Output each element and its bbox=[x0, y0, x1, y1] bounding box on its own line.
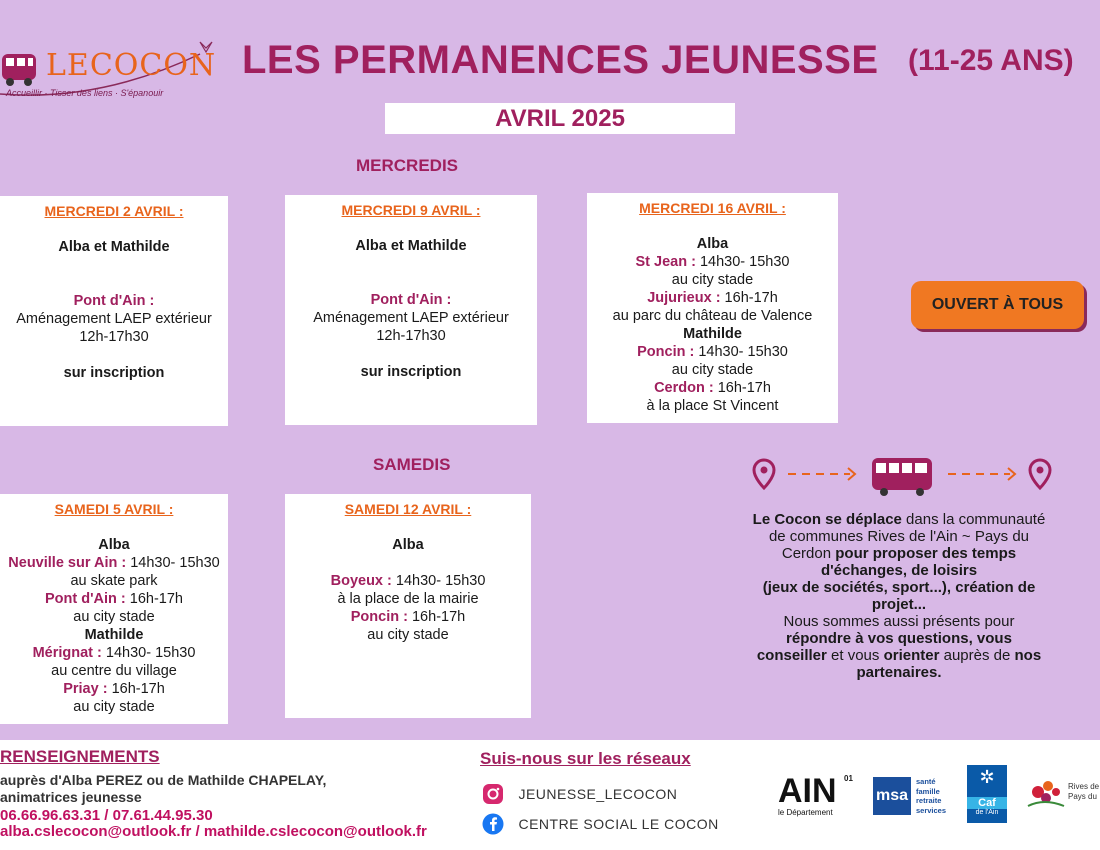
facebook-icon bbox=[482, 813, 504, 835]
logo-name: LECOCON bbox=[46, 48, 217, 83]
card-time: 16h-17h bbox=[107, 681, 165, 697]
desc-text: et vous bbox=[826, 647, 884, 664]
card-location: au city stade bbox=[367, 627, 449, 643]
card-location: au city stade bbox=[671, 362, 754, 378]
card-time: 12h-17h30 bbox=[376, 328, 446, 344]
card-sat-12 bbox=[285, 494, 531, 718]
map-pin-icon bbox=[754, 460, 774, 488]
partner-ain-logo bbox=[778, 774, 862, 820]
card-location: à la place de la mairie bbox=[337, 591, 479, 607]
card-date: MERCREDI 9 AVRIL : bbox=[341, 202, 481, 218]
card-staff: Alba bbox=[392, 537, 424, 553]
card-time: 16h-17h bbox=[407, 609, 466, 625]
card-staff: Alba et Mathilde bbox=[355, 238, 467, 254]
card-place: Cerdon : bbox=[654, 380, 714, 396]
msa-text: msa bbox=[873, 777, 911, 815]
card-place: Priay : bbox=[63, 681, 108, 697]
card-wed-9 bbox=[285, 195, 537, 425]
card-time: 16h-17h bbox=[720, 290, 778, 306]
partner-rives-logo bbox=[1024, 776, 1100, 816]
partner-caf-logo bbox=[967, 765, 1007, 823]
map-pin-icon bbox=[1030, 460, 1050, 488]
info-line2: animatrices jeunesse bbox=[0, 789, 142, 805]
card-place: Mérignat : bbox=[32, 645, 102, 661]
msa-line: retraite bbox=[916, 796, 942, 805]
msa-line: santé bbox=[916, 777, 936, 786]
instagram-link[interactable] bbox=[482, 783, 677, 805]
age-range: (11-25 ANS) bbox=[908, 44, 1074, 77]
facebook-page: CENTRE SOCIAL LE COCON bbox=[518, 816, 719, 832]
card-place: Boyeux : bbox=[330, 573, 392, 589]
card-staff: Mathilde bbox=[683, 326, 742, 342]
card-staff: Alba et Mathilde bbox=[58, 239, 170, 255]
desc-strong: (jeux de sociétés, sport...), création de projet... bbox=[762, 579, 1036, 613]
rives-text bbox=[1068, 782, 1099, 802]
card-time: 14h30- 15h30 bbox=[126, 555, 220, 571]
card-place: Poncin : bbox=[350, 609, 408, 625]
facebook-link[interactable] bbox=[482, 813, 719, 835]
desc-strong: Le Cocon se déplace bbox=[752, 511, 902, 528]
card-time: 12h-17h30 bbox=[79, 329, 149, 345]
card-date: SAMEDI 12 AVRIL : bbox=[344, 501, 472, 517]
card-date: MERCREDI 16 AVRIL : bbox=[639, 200, 786, 216]
month-banner: AVRIL 2025 bbox=[385, 103, 735, 134]
card-location: au city stade bbox=[73, 609, 155, 625]
section-wednesdays: MERCREDIS bbox=[356, 156, 459, 175]
email-addresses[interactable]: alba.cslecocon@outlook.fr / mathilde.cslecocon@outlook.fr bbox=[0, 823, 427, 840]
bus-icon bbox=[872, 458, 932, 496]
caf-text: Caf bbox=[967, 797, 1007, 809]
card-time: 14h30- 15h30 bbox=[694, 344, 788, 360]
desc-strong: répondre à vos questions, vous conseiller bbox=[756, 630, 1012, 664]
desc-text: Nous sommes aussi présents pour bbox=[783, 613, 1015, 630]
rives-flower-icon bbox=[1024, 776, 1068, 812]
logo-tagline: Accueillir · Tisser des liens · S'épanouir bbox=[6, 88, 164, 98]
card-time: 14h30- 15h30 bbox=[695, 254, 790, 270]
card-detail: Aménagement LAEP extérieur bbox=[313, 310, 509, 326]
info-line1: auprès d'Alba PEREZ ou de Mathilde CHAPELAY, bbox=[0, 772, 327, 788]
desc-strong: pour proposer des temps d'échanges, de loisirs bbox=[820, 545, 1017, 579]
card-location: au skate park bbox=[70, 573, 158, 589]
caf-subtitle: de l'Ain bbox=[975, 809, 999, 816]
card-location: à la place St Vincent bbox=[646, 398, 779, 414]
phone-numbers[interactable]: 06.66.96.63.31 / 07.61.44.95.30 bbox=[0, 807, 213, 824]
partner-msa-logo bbox=[873, 777, 959, 817]
route-illustration bbox=[750, 452, 1060, 500]
card-place: Pont d'Ain : bbox=[370, 292, 452, 308]
card-time: 16h-17h bbox=[125, 591, 183, 607]
footer bbox=[0, 740, 1100, 850]
card-sat-5 bbox=[0, 494, 228, 724]
desc-text: auprès de bbox=[939, 647, 1015, 664]
msa-tagline bbox=[916, 777, 946, 815]
open-to-all-badge: OUVERT À TOUS bbox=[911, 281, 1084, 329]
card-location: au parc du château de Valence bbox=[612, 308, 813, 324]
card-time: 16h-17h bbox=[713, 380, 771, 396]
card-date: SAMEDI 5 AVRIL : bbox=[54, 501, 174, 517]
card-wed-2 bbox=[0, 196, 228, 426]
card-time: 14h30- 15h30 bbox=[391, 573, 486, 589]
card-wed-16 bbox=[587, 193, 838, 423]
card-detail: Aménagement LAEP extérieur bbox=[16, 311, 212, 327]
card-date: MERCREDI 2 AVRIL : bbox=[44, 203, 184, 219]
rives-line: Pays du bbox=[1068, 792, 1097, 801]
page-title: LES PERMANENCES JEUNESSE bbox=[242, 38, 879, 82]
section-saturdays: SAMEDIS bbox=[373, 455, 451, 474]
desc-strong: orienter bbox=[883, 647, 940, 664]
card-place: Pont d'Ain : bbox=[44, 591, 126, 607]
instagram-handle: JEUNESSE_LECOCON bbox=[518, 786, 678, 802]
card-location: au city stade bbox=[671, 272, 754, 288]
caf-emblem-icon: ✲ bbox=[979, 767, 995, 787]
card-time: 14h30- 15h30 bbox=[101, 645, 196, 661]
card-place: Neuville sur Ain : bbox=[8, 555, 127, 571]
card-place: Jujurieux : bbox=[647, 290, 721, 306]
msa-line: famille bbox=[916, 786, 940, 796]
card-note: sur inscription bbox=[63, 365, 165, 381]
social-title: Suis-nous sur les réseaux bbox=[480, 749, 691, 768]
ain-number: 01 bbox=[844, 774, 853, 783]
ain-text: AIN bbox=[778, 772, 837, 810]
card-location: au centre du village bbox=[51, 663, 177, 679]
logo bbox=[0, 32, 230, 102]
rives-line: Rives de bbox=[1068, 782, 1100, 791]
ain-subtitle: le Département bbox=[778, 808, 833, 817]
info-title: RENSEIGNEMENTS bbox=[0, 747, 160, 766]
desc-strong: nos partenaires. bbox=[856, 647, 1042, 681]
desc-text: dans la communauté de communes Rives de l'Ain ~ Pays du Cerdon bbox=[768, 511, 1046, 562]
card-location: au city stade bbox=[73, 699, 155, 715]
card-note: sur inscription bbox=[360, 364, 462, 380]
card-staff: Alba bbox=[696, 236, 729, 252]
description bbox=[752, 511, 1046, 681]
card-place: Pont d'Ain : bbox=[73, 293, 155, 309]
msa-line: services bbox=[916, 805, 947, 815]
card-place: Poncin : bbox=[637, 344, 695, 360]
instagram-icon bbox=[482, 783, 504, 805]
card-place: St Jean : bbox=[635, 254, 696, 270]
card-staff: Alba bbox=[98, 537, 130, 553]
card-staff: Mathilde bbox=[84, 627, 144, 643]
